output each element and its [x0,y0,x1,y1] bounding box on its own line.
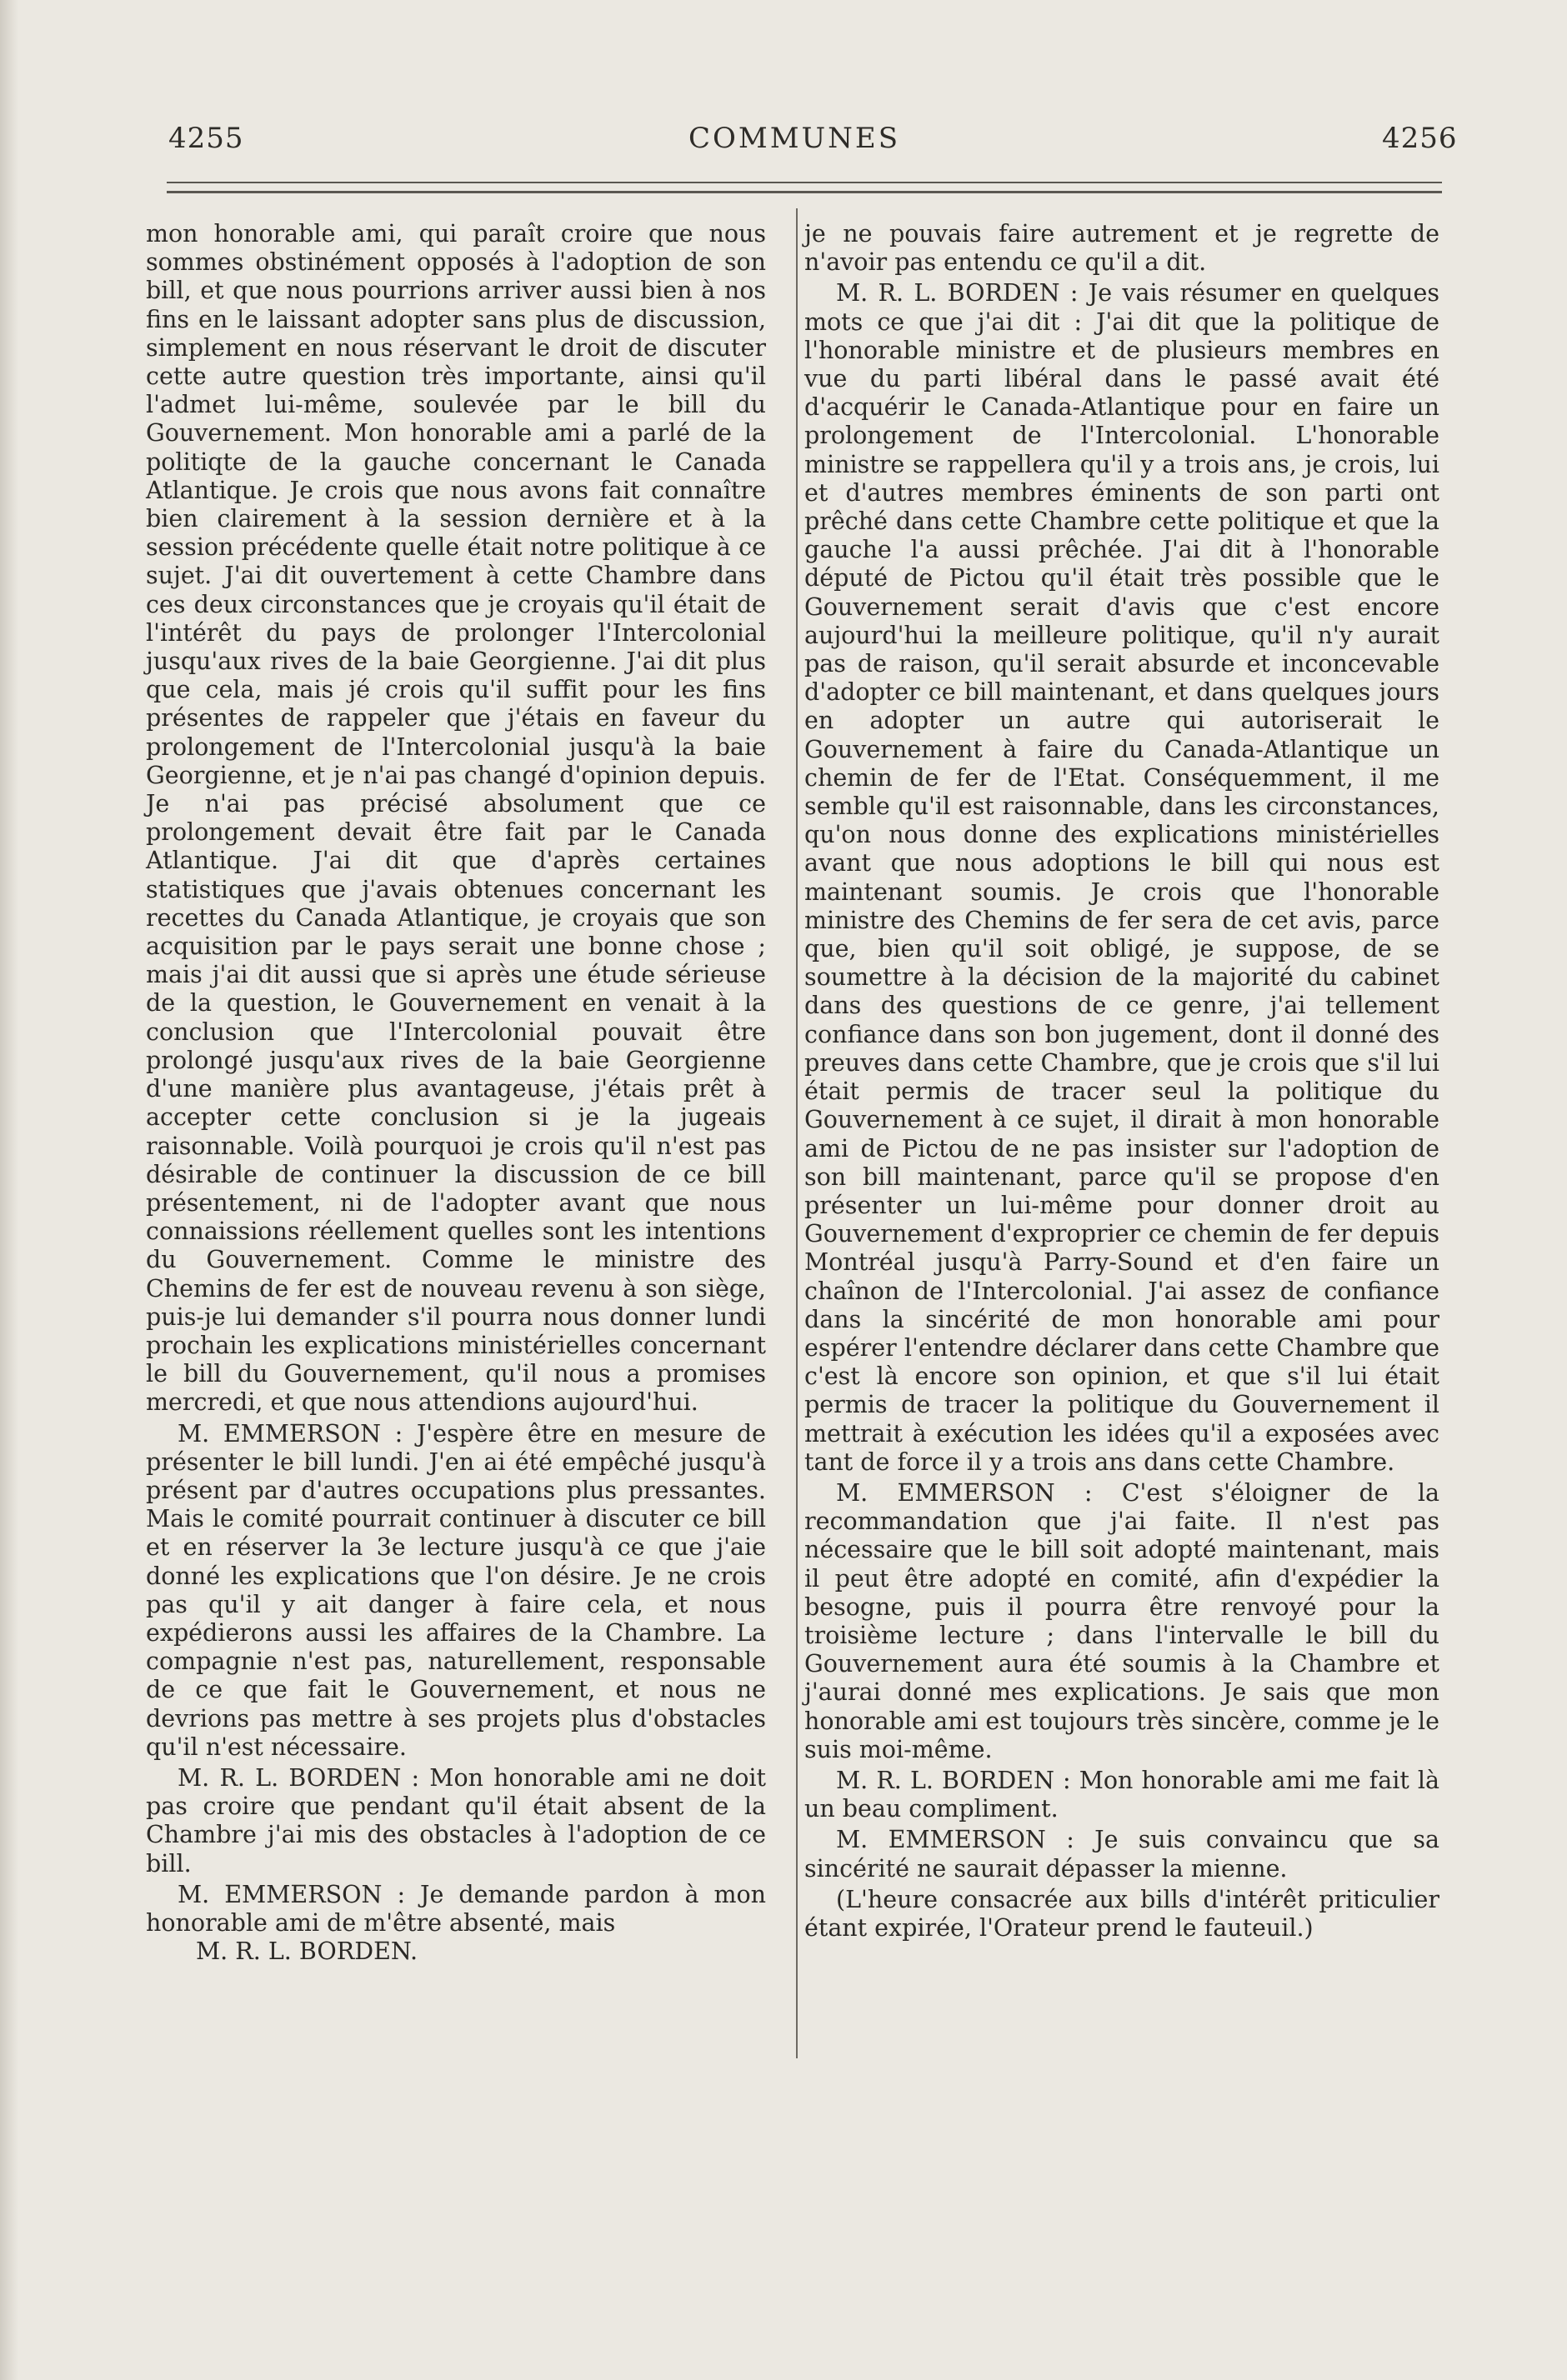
paragraph: M. EMMERSON : Je suis convaincu que sa sincérité ne saurait dépasser la mienne. [804,1826,1439,1882]
header-rule-thick [167,191,1442,193]
running-title: COMMUNES [688,122,901,155]
column-divider [796,208,798,2058]
left-column [146,220,766,1966]
paragraph: M. R. L. BORDEN : Mon honorable ami me fait là un beau compliment. [804,1766,1439,1823]
header-rule-thin [167,182,1442,183]
right-column [804,220,1439,1942]
paragraph: M. R. L. BORDEN : Je vais résumer en quelques mots ce que j'ai dit : J'ai dit que la politique de l'honorable ministre et de plusieurs membres en vue du parti libéral dans le passé avait été d'acquérir le Canada-Atlantique pour en faire un prolongement de l'Intercolonial. L'honorable ministre se rappellera qu'il y a trois ans, je crois, lui et d'autres membres éminents de son parti ont prêché dans cette Chambre cette politique et que la gauche l'a aussi prêchée. J'ai dit à l'honorable député de Pictou qu'il était très possible que le Gouvernement serait d'avis que c'est encore aujourd'hui la meilleure politique, qu'il n'y aurait pas de raison, qu'il serait absurde et inconcevable d'adopter ce bill maintenant, et dans quelques jours en adopter un autre qui autoriserait le Gouvernement à faire du Canada-Atlantique un chemin de fer de l'Etat. Conséquemment, il me semble qu'il est raisonnable, dans les circonstances, qu'on nous donne des explications ministérielles avant que nous adoptions le bill qui nous est maintenant soumis. Je crois que l'honorable ministre des Chemins de fer sera de cet avis, parce que, bien qu'il soit obligé, je suppose, de se soumettre à la décision de la majorité du cabinet dans des questions de ce genre, j'ai tellement confiance dans son bon jugement, dont il donné des preuves dans cette Chambre, que je crois que s'il lui était permis de tracer seul la politique du Gouvernement à ce sujet, il dirait à mon honorable ami de Pictou de ne pas insister sur l'adoption de son bill maintenant, parce qu'il se propose d'en présenter un lui-même pour donner droit au Gouvernement d'exproprier ce chemin de fer depuis Montréal jusqu'à Parry-Sound et d'en faire un chaînon de l'Intercolonial. J'ai assez de confiance dans la sincérité de mon honorable ami pour espérer l'entendre déclarer dans cette Chambre que c'est là encore son opinion, et que s'il lui était permis de tracer la politique du Gouvernement il mettrait à exécution les idées qu'il a exposées avec tant de force il y a trois ans dans cette Chambre. [804,279,1439,1476]
paragraph: M. EMMERSON : J'espère être en mesure de présenter le bill lundi. J'en ai été empêché jusqu'à présent par d'autres occupations plus pressantes. Mais le comité pourrait continuer à discuter ce bill et en réserver la 3e lecture jusqu'à ce que j'aie donné les explications que l'on désire. Je ne crois pas qu'il y ait danger à faire cela, et nous expédierons aussi les affaires de la Chambre. La compagnie n'est pas, naturellement, responsable de ce que fait le Gouvernement, et nous ne devrions pas mettre à ses projets plus d'obstacles qu'il n'est nécessaire. [146,1419,766,1761]
paragraph: mon honorable ami, qui paraît croire que nous sommes obstinément opposés à l'adoption de son bill, et que nous pourrions arriver aussi bien à nos fins en le laissant adopter sans plus de discussion, simplement en nous réservant le droit de discuter cette autre question très importante, ainsi qu'il l'admet lui-même, soulevée par le bill du Gouvernement. Mon honorable ami a parlé de la politiqte de la gauche concernant le Canada Atlantique. Je crois que nous avons fait connaître bien clairement à la session dernière et à la session précédente quelle était notre politique à ce sujet. J'ai dit ouvertement à cette Chambre dans ces deux circonstances que je croyais qu'il était de l'intérêt du pays de prolonger l'Intercolonial jusqu'aux rives de la baie Georgienne. J'ai dit plus que cela, mais jé crois qu'il suffit pour les fins présentes de rappeler que j'étais en faveur du prolongement de l'Intercolonial jusqu'à la baie Georgienne, et je n'ai pas changé d'opinion depuis. Je n'ai pas précisé absolument que ce prolongement devait être fait par le Canada Atlantique. J'ai dit que d'après certaines statistiques que j'avais obtenues concernant les recettes du Canada Atlantique, je croyais que son acquisition par le pays serait une bonne chose ; mais j'ai dit aussi que si après une étude sérieuse de la question, le Gouvernement en venait à la conclusion que l'Intercolonial pouvait être prolongé jusqu'aux rives de la baie Georgienne d'une manière plus avantageuse, j'étais prêt à accepter cette conclusion si je la jugeais raisonnable. Voilà pourquoi je crois qu'il n'est pas désirable de continuer la discussion de ce bill présentement, ni de l'adopter avant que nous connaissions réellement quelles sont les intentions du Gouvernement. Comme le ministre des Chemins de fer est de nouveau revenu à son siège, puis-je lui demander s'il pourra nous donner lundi prochain les explications ministérielles concernant le bill du Gouvernement, qu'il nous a promises mercredi, et que nous attendions aujourd'hui. [146,220,766,1417]
catchword: M. R. L. BORDEN. [196,1938,418,1966]
page-number-left: 4255 [168,122,244,155]
paragraph: M. EMMERSON : Je demande pardon à mon honorable ami de m'être absenté, mais [146,1880,766,1937]
binding-shadow [0,0,18,2380]
paragraph: M. R. L. BORDEN : Mon honorable ami ne doit pas croire que pendant qu'il était absent de la Chambre j'ai mis des obstacles à l'adoption de ce bill. [146,1763,766,1878]
page-number-right: 4256 [1382,122,1458,155]
paragraph: je ne pouvais faire autrement et je regrette de n'avoir pas entendu ce qu'il a dit. [804,220,1439,277]
paragraph: (L'heure consacrée aux bills d'intérêt priticulier étant expirée, l'Orateur prend le fauteuil.) [804,1885,1439,1942]
paragraph: M. EMMERSON : C'est s'éloigner de la recommandation que j'ai faite. Il n'est pas nécessaire que le bill soit adopté maintenant, mais il peut être adopté en comité, afin d'expédier la besogne, puis il pourra être renvoyé pour la troisième lecture ; dans l'intervalle le bill du Gouvernement aura été soumis à la Chambre et j'aurai donné mes explications. Je sais que mon honorable ami est toujours très sincère, comme je le suis moi-même. [804,1478,1439,1763]
